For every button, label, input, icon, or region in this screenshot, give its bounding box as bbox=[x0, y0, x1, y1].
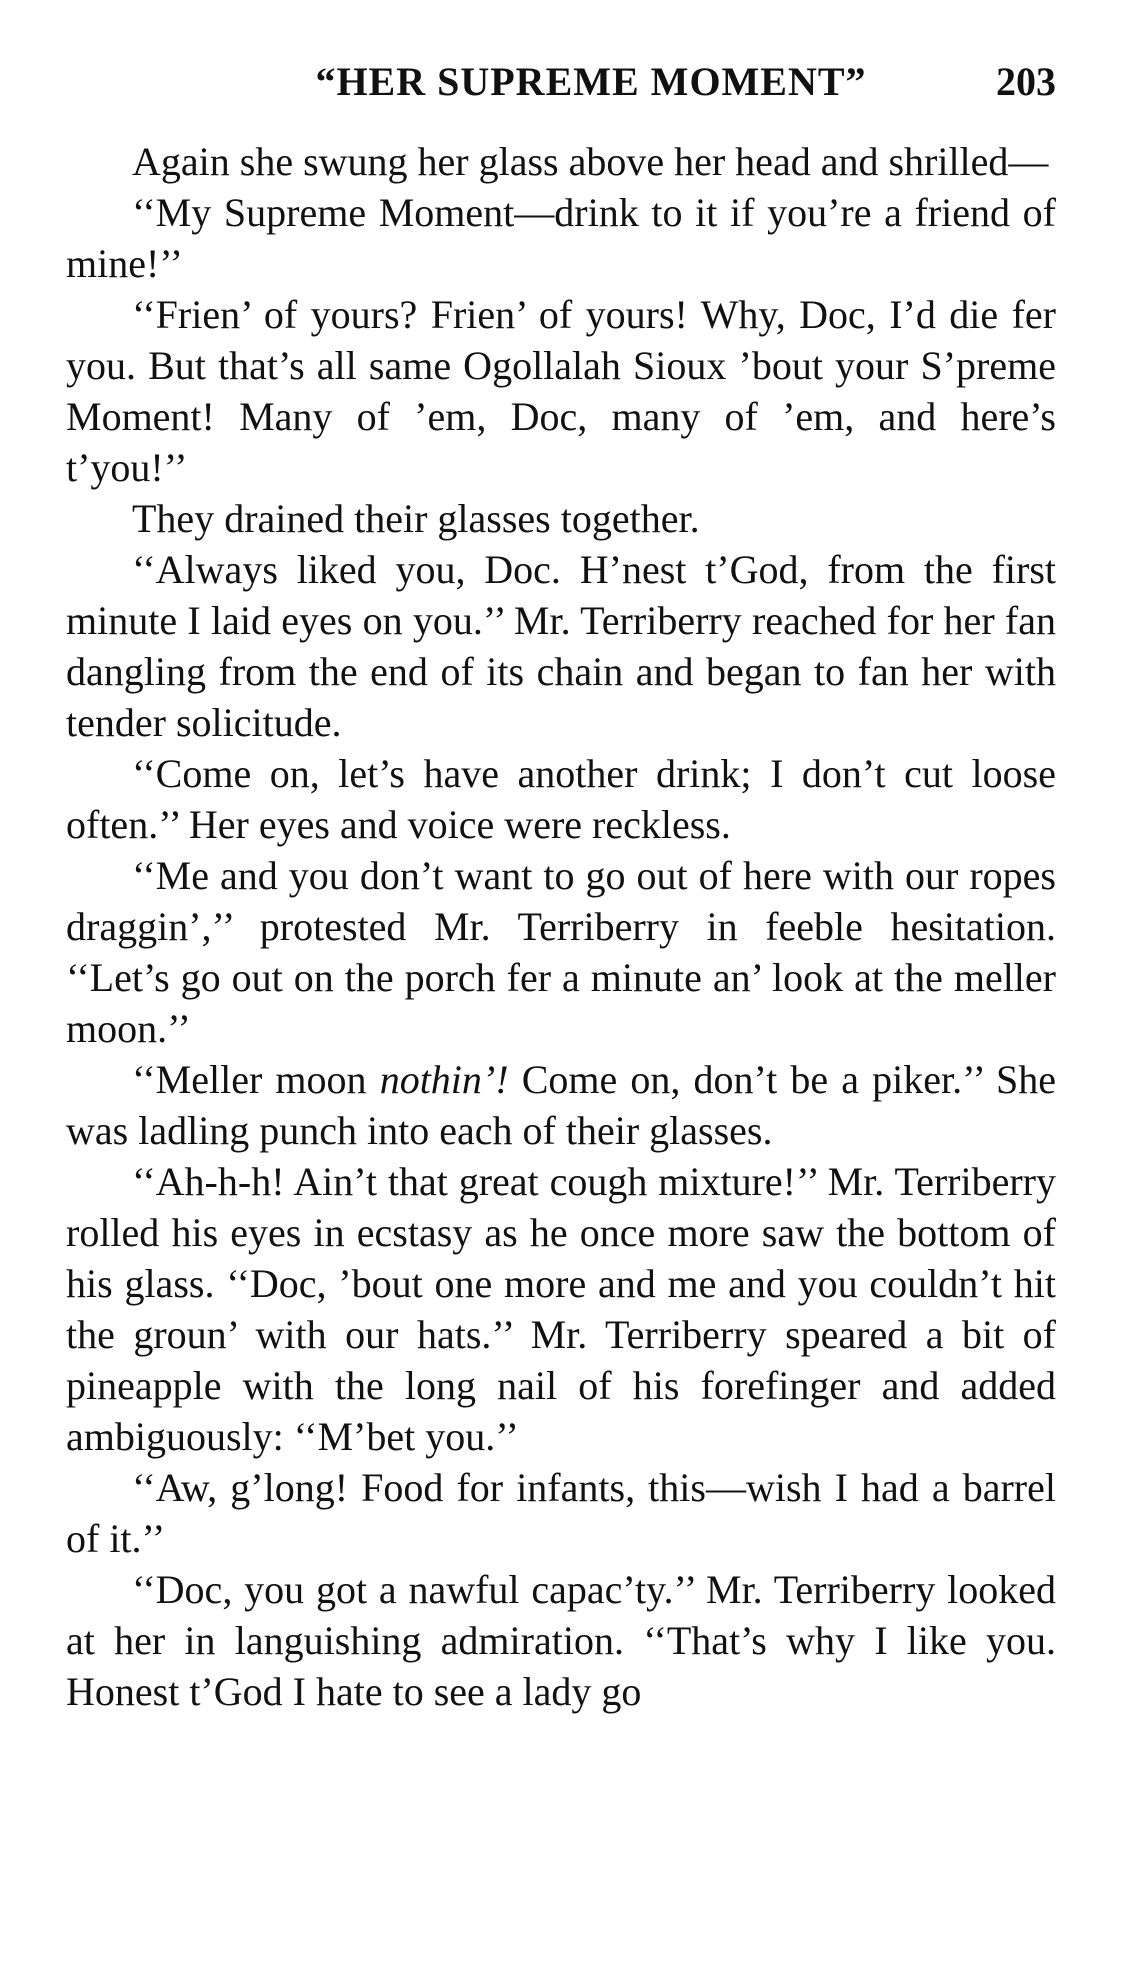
paragraph: ‘‘Doc, you got a nawful capac’ty.’’ Mr. Terriberry looked at her in languishing admiration. ‘‘That’s why I like you. Honest t’God I hate to see a lady go bbox=[66, 1567, 1056, 1714]
paragraph: They drained their glasses together. bbox=[132, 496, 700, 541]
paragraph: Again she swung her glass above her head and shrilled— bbox=[132, 139, 1049, 184]
paragraph: ‘‘Frien’ of yours? Frien’ of yours! Why, Doc, I’d die fer you. But that’s all same Ogollalah Sioux ’bout your S’preme Moment! Many of ’em, Doc, many of ’em, and here’s t’you!’’ bbox=[66, 292, 1056, 490]
book-page bbox=[66, 58, 1056, 1717]
paragraph: ‘‘Always liked you, Doc. H’nest t’God, from the first minute I laid eyes on you.’’ Mr. Terriberry reached for her fan dangling from the end of its chain and began to fan her with tender solicitude. bbox=[66, 547, 1056, 745]
paragraph: ‘‘Aw, g’long! Food for infants, this—wish I had a barrel of it.’’ bbox=[66, 1465, 1056, 1561]
paragraph bbox=[66, 1054, 1056, 1156]
italic-word: nothin’! bbox=[379, 1057, 509, 1102]
paragraph: ‘‘Me and you don’t want to go out of here with our ropes draggin’,’’ protested Mr. Terriberry in feeble hesitation. ‘‘Let’s go out on the porch fer a minute an’ look at the meller moon.’’ bbox=[66, 853, 1056, 1051]
body-text bbox=[66, 136, 1056, 1717]
running-title: “HER SUPREME MOMENT” bbox=[315, 59, 867, 104]
paragraph: ‘‘My Supreme Moment—drink to it if you’re a friend of mine!’’ bbox=[66, 190, 1056, 286]
paragraph: ‘‘Come on, let’s have another drink; I don’t cut loose often.’’ Her eyes and voice were reckless. bbox=[66, 751, 1056, 847]
running-head bbox=[66, 58, 1056, 114]
paragraph-text: Come on, don’t be a piker.’’ She was ladling punch into each of their glasses. bbox=[66, 1057, 1056, 1153]
paragraph-text: ‘‘Meller moon bbox=[132, 1057, 380, 1102]
page-number: 203 bbox=[996, 59, 1056, 104]
paragraph: ‘‘Ah-h-h! Ain’t that great cough mixture!’’ Mr. Terriberry rolled his eyes in ecstasy as he once more saw the bottom of his glass. ‘‘Doc, ’bout one more and me and you couldn’t hit the groun’ with our hats.’’ Mr. Terriberry speared a bit of pineapple with the long nail of his forefinger and added ambiguously: ‘‘M’bet you.’’ bbox=[66, 1159, 1056, 1459]
